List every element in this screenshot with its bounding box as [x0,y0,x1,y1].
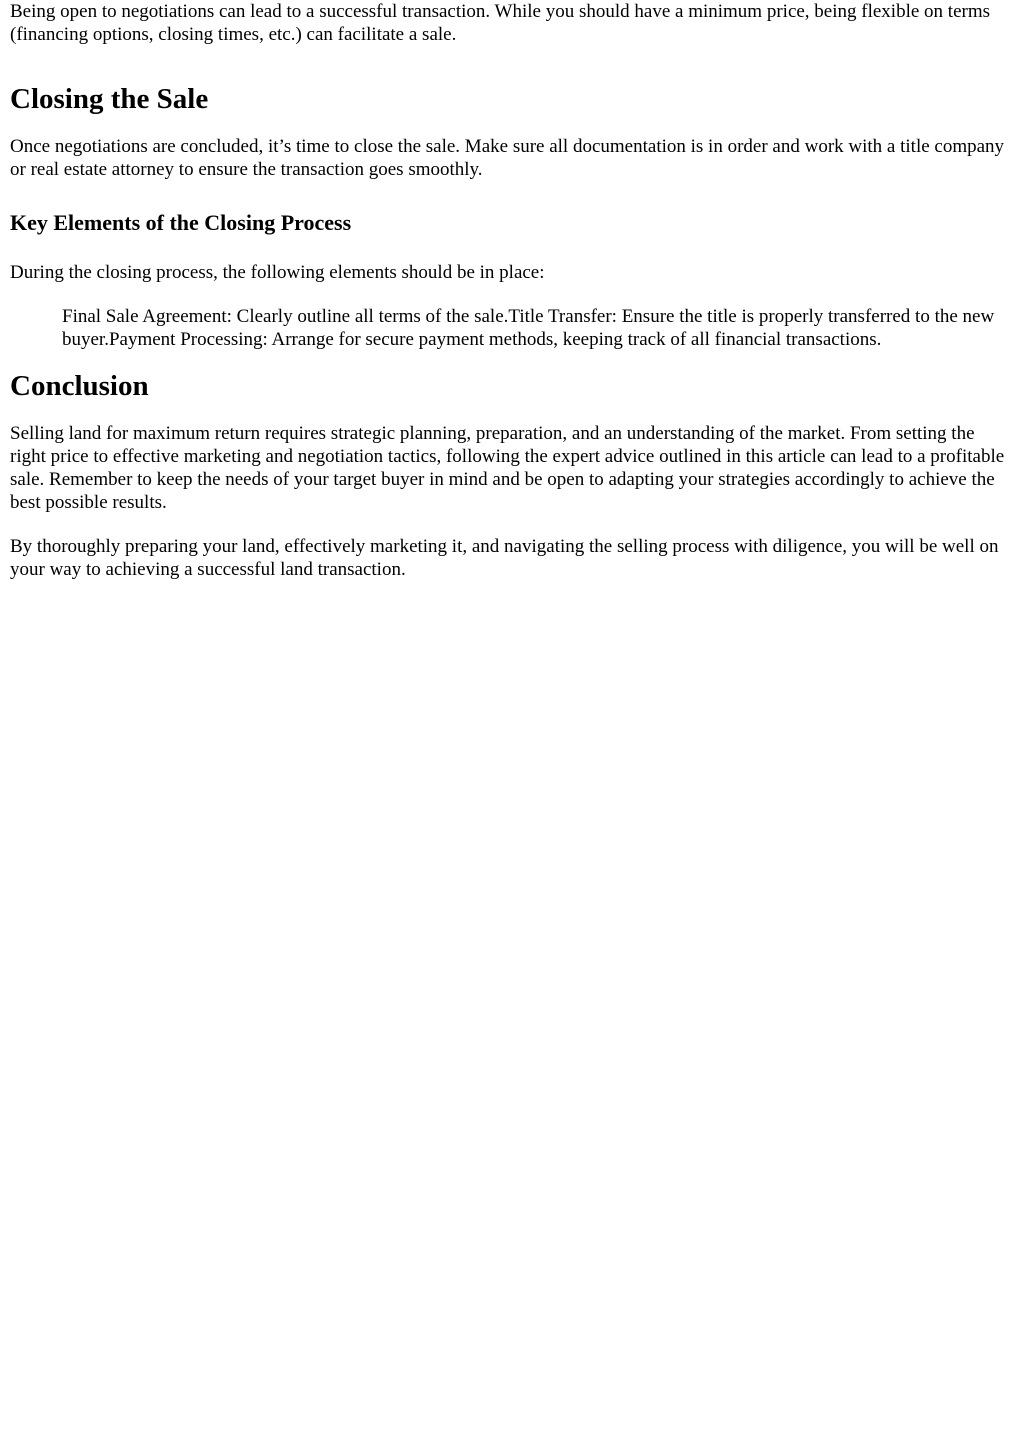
conclusion-heading: Conclusion [10,370,149,402]
closing-the-sale-heading: Closing the Sale [10,83,209,115]
conclusion-paragraph-2: By thoroughly preparing your land, effectively marketing it, and navigating the selling process with diligence, you will be well on your way to achieving a successful land transaction. [10,536,999,580]
key-elements-intro: During the closing process, the following elements should be in place: [10,262,545,283]
conclusion-paragraph-1: Selling land for maximum return requires strategic planning, preparation, and an understanding of the market. From setting the right price to effective marketing and negotiation tactics, following the expert advice outlined in this article can lead to a profitable sale. Remember to keep the needs of your target buyer in mind and be open to adapting your strategies accordingly to achieve the best possible results. [10,423,1005,513]
closing-paragraph: Once negotiations are concluded, it’s time to close the sale. Make sure all documentation is in order and work with a title company or real estate attorney to ensure the transaction goes smoothly. [10,136,1005,180]
intro-paragraph: Being open to negotiations can lead to a successful transaction. While you should have a minimum price, being flexible on terms (financing options, closing times, etc.) can facilitate a sale. [10,1,991,45]
key-elements-heading: Key Elements of the Closing Process [10,210,352,235]
key-elements-list: Final Sale Agreement: Clearly outline all terms of the sale.Title Transfer: Ensure the title is properly transferred to the new buyer.Payment Processing: Arrange for secure payment methods, keeping track of all financial transactions. [62,306,995,350]
